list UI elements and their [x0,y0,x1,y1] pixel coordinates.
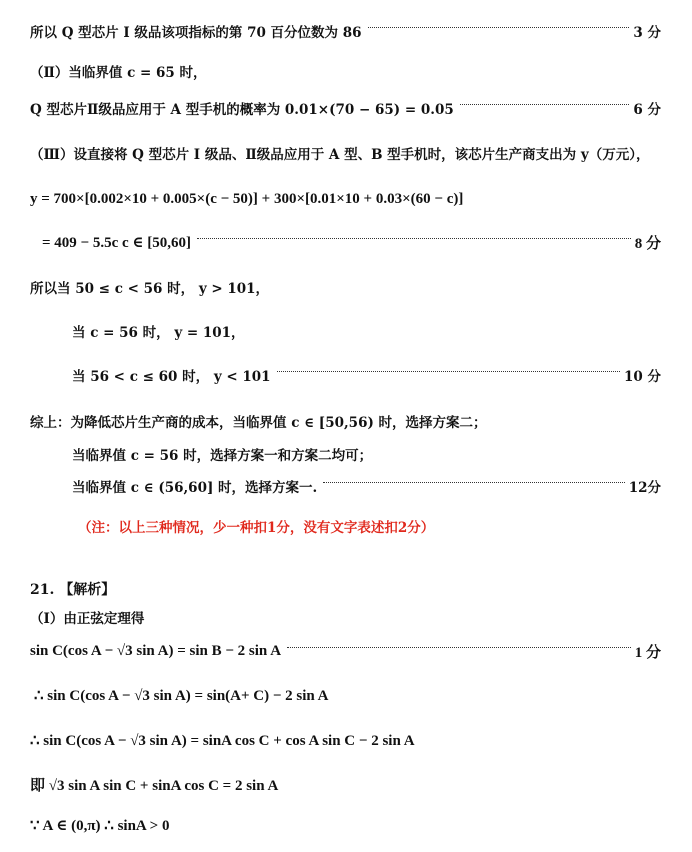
formula-text: ∴ sin C(cos A − √3 sin A) = sin(A+ C) − 2 sin A [34,687,329,704]
line-4 [30,140,690,166]
score-label: 3 分 [633,25,661,41]
formula-3 [30,727,675,753]
note-line [78,513,675,539]
line-text: Q 型芯片Ⅱ级品应用于 A 型手机的概率为 0.01×(70 − 65) = 0.05 [30,102,454,118]
section-heading-text: 21. 【解析】 [30,582,116,598]
dot-leader [197,238,631,239]
formula-text: sin C(cos A − √3 sin A) = sin B − 2 sin A [30,642,282,659]
line-text: = 409 − 5.5c c ∈ [50,60] [42,234,192,251]
line-11 [72,441,675,467]
line-text: 当临界值 c = 56 时，选择方案一和方案二均可； [72,448,373,464]
dot-leader [287,647,631,648]
line-text: y = 700×[0.002×10 + 0.005×(c − 50)] + 300×[0.01×10 + 0.03×(60 − c)] [30,190,464,207]
formula-text: 即 √3 sin A sin C + sinA cos C = 2 sin A [30,777,279,794]
note-text: （注：以上三种情况，少一种扣1分，没有文字表述扣2分） [78,520,435,536]
line-text: 所以当 50 ≤ c < 56 时， y > 101， [30,281,270,297]
line-text: 当 c = 56 时， y = 101， [72,325,245,341]
dot-leader [460,104,630,105]
line-8 [72,318,675,344]
line-5 [30,186,675,212]
score-label: 1 分 [634,644,661,661]
line-3 [30,95,675,121]
score-label: 6 分 [633,102,661,118]
line-text: 当临界值 c ∈ (56,60] 时，选择方案一. [72,480,318,496]
formula-text: ∴ sin C(cos A − √3 sin A) = sinA cos C + cos A sin C − 2 sin A [30,732,415,749]
line-text: 综上：为降低芯片生产商的成本，当临界值 c ∈ [50,56) 时，选择方案二； [30,415,487,431]
formula-4 [30,771,675,797]
formula-5 [30,812,675,838]
section-heading [30,576,675,602]
score-label: 12分 [628,480,661,496]
line-6 [42,229,675,255]
line-12 [72,473,675,499]
dot-leader [277,371,620,372]
line-10 [30,408,675,434]
score-label: 8 分 [634,235,661,252]
section-subheading-text: （Ⅰ）由正弦定理得 [30,611,145,627]
line-2 [30,58,675,84]
line-1 [30,18,675,44]
score-label: 10 分 [624,369,661,385]
line-text: 所以 Q 型芯片 I 级品该项指标的第 70 百分位数为 86 [30,25,362,41]
line-text: 当 56 < c ≤ 60 时， y < 101 [72,369,271,385]
line-9 [72,362,675,388]
dot-leader [323,482,624,483]
section-subheading [30,604,675,630]
formula-2 [34,682,675,708]
formula-text: ∵ A ∈ (0,π) ∴ sinA > 0 [30,817,170,834]
line-7 [30,274,675,300]
line-text: （Ⅱ）当临界值 c = 65 时， [30,65,207,81]
line-text: （Ⅲ）设直接将 Q 型芯片 I 级品、Ⅱ级品应用于 A 型、B 型手机时，该芯片生产商支出为 y（万元）， [30,147,650,163]
formula-1 [30,638,675,664]
dot-leader [368,27,630,28]
